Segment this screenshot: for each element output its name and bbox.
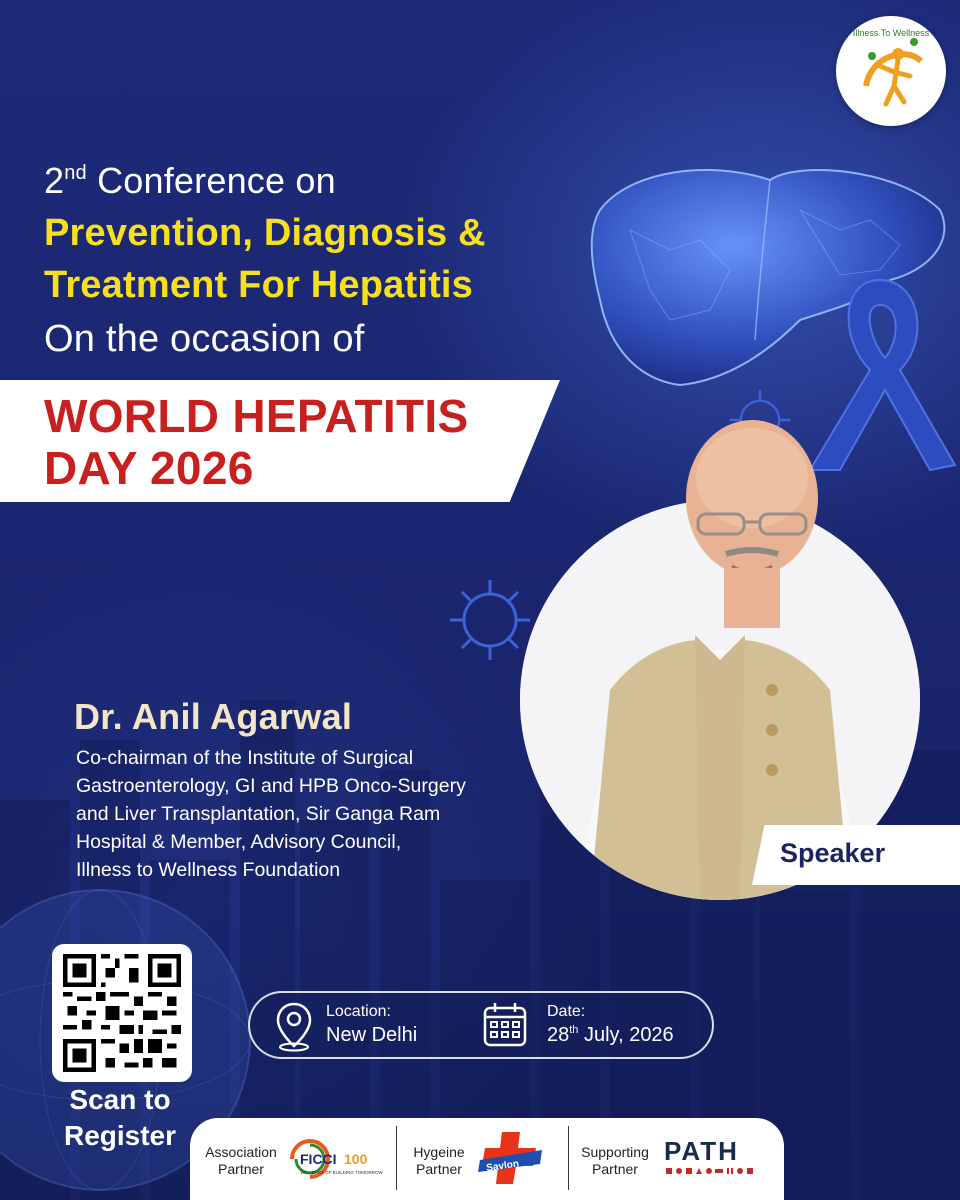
partner-divider [568, 1126, 569, 1190]
date-value: 28th July, 2026 [547, 1024, 674, 1046]
conference-title-line4: On the occasion of [44, 318, 365, 360]
location-value: New Delhi [326, 1024, 418, 1046]
location-label: Location: [326, 1003, 391, 1020]
location-pin-icon [272, 1000, 316, 1052]
conference-title-line1: 2nd Conference on [44, 160, 336, 201]
conference-title-line2: Prevention, Diagnosis & [44, 212, 486, 254]
ficci-logo [286, 1134, 386, 1184]
supporting-partner-label: Supporting Partner [581, 1144, 649, 1177]
svg-text:100: 100 [344, 1151, 368, 1167]
savlon-logo [478, 1128, 548, 1188]
hygeine-partner-label: Hygeine Partner [413, 1144, 465, 1177]
path-logo [662, 1134, 762, 1184]
speaker-description-line: Gastroenterology, GI and HPB Onco-Surgery [76, 775, 466, 797]
speaker-description-line: and Liver Transplantation, Sir Ganga Ram [76, 803, 441, 825]
speaker-description-line: Co-chairman of the Institute of Surgical [76, 747, 414, 769]
path-text: PATH [664, 1136, 739, 1166]
speaker-name: Dr. Anil Agarwal [74, 696, 353, 737]
calendar-icon [480, 1000, 530, 1050]
speaker-description-line: Hospital & Member, Advisory Council, [76, 831, 402, 853]
conference-title-line3: Treatment For Hepatitis [44, 264, 474, 306]
qr-code[interactable] [52, 944, 192, 1082]
illness-to-wellness-logo [836, 16, 946, 126]
savlon-text: Savlon [485, 1158, 520, 1174]
speaker-head [664, 418, 834, 638]
date-label: Date: [547, 1003, 586, 1020]
scan-to-register-caption: Scan to Register [63, 1084, 177, 1151]
ficci-subtext: 100 YEARS OF BUILDING TOMORROW [300, 1170, 383, 1175]
banner-title-line2: DAY 2026 [44, 442, 254, 494]
ficci-text: FICCI [300, 1151, 337, 1167]
banner-title-line1: WORLD HEPATITIS [44, 390, 469, 442]
logo-text: Illness To Wellness [852, 28, 930, 38]
speaker-tag-label: Speaker [780, 838, 886, 868]
partner-divider [396, 1126, 397, 1190]
association-partner-label: Association Partner [205, 1144, 277, 1177]
speaker-description-line: Illness to Wellness Foundation [76, 859, 341, 881]
speaker-description [76, 744, 516, 884]
